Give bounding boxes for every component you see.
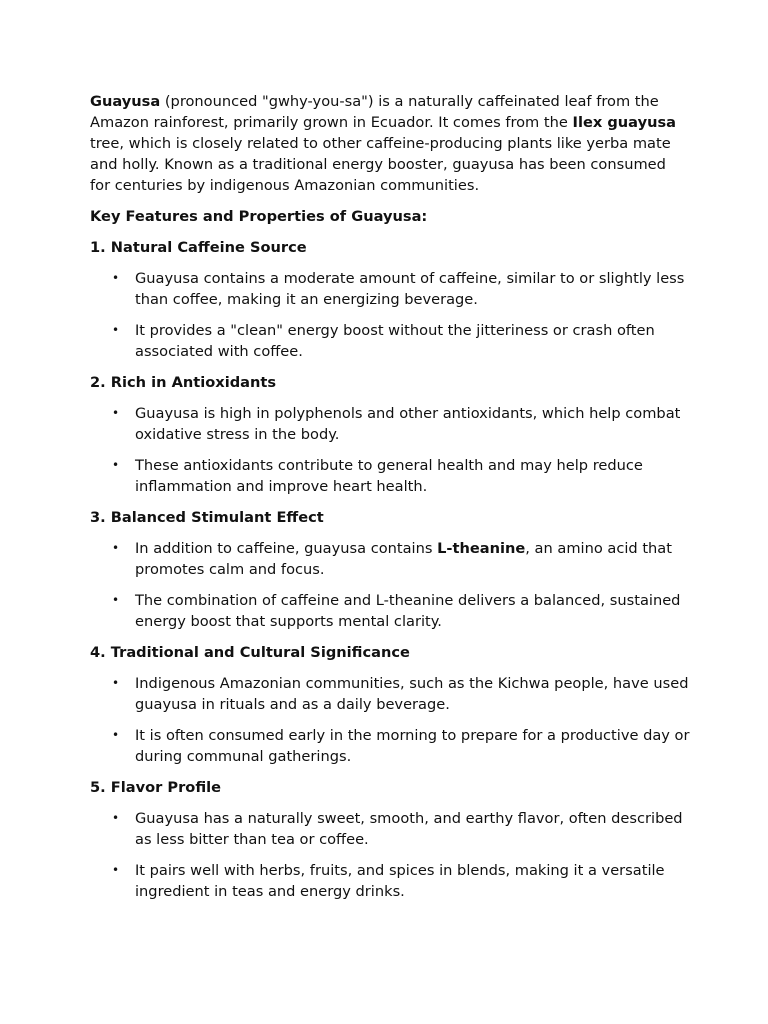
bullet-icon: •: [112, 676, 120, 690]
list-item-text: Guayusa contains a moderate amount of caffeine, similar to or slightly less than coffee, making it an energizing beverage.: [135, 270, 685, 308]
section-list-stimulant: [90, 538, 690, 632]
bullet-icon: •: [112, 811, 120, 825]
list-item: [90, 268, 690, 310]
list-item: [90, 808, 690, 850]
list-item: [90, 538, 690, 580]
section-list-flavor: [90, 808, 690, 902]
intro-term: Guayusa: [90, 93, 161, 110]
bullet-icon: •: [112, 541, 120, 555]
list-item-text: Indigenous Amazonian communities, such as the Kichwa people, have used guayusa in rituals and as a daily beverage.: [135, 675, 689, 713]
intro-text-2: tree, which is closely related to other caffeine-producing plants like yerba mate and holly. Known as a traditional energy booster, guayusa has been consumed for centuries by indigenous Amazonian communities.: [90, 135, 671, 194]
bullet-icon: •: [112, 323, 120, 337]
bullet-icon: •: [112, 458, 120, 472]
list-item: [90, 590, 690, 632]
list-item-text: It pairs well with herbs, fruits, and spices in blends, making it a versatile ingredient in teas and energy drinks.: [135, 862, 665, 900]
section-heading-caffeine: 1. Natural Caffeine Source: [90, 239, 307, 256]
list-item-text: It is often consumed early in the morning to prepare for a productive day or during communal gatherings.: [135, 727, 690, 765]
intro-text-1: (pronounced "gwhy-you-sa") is a naturally caffeinated leaf from the Amazon rainforest, primarily grown in Ecuador. It comes from the: [90, 93, 659, 131]
list-item-text: These antioxidants contribute to general health and may help reduce inflammation and improve heart health.: [135, 457, 643, 495]
section-heading-stimulant: 3. Balanced Stimulant Effect: [90, 509, 324, 526]
section-heading-antioxidants: 2. Rich in Antioxidants: [90, 374, 277, 391]
intro-species: Ilex guayusa: [572, 114, 677, 131]
bullet-icon: •: [112, 406, 120, 420]
intro-paragraph: [90, 91, 690, 196]
bullet-icon: •: [112, 863, 120, 877]
list-item: [90, 403, 690, 445]
list-item: [90, 725, 690, 767]
list-item-text: Guayusa is high in polyphenols and other antioxidants, which help combat oxidative stress in the body.: [135, 405, 681, 443]
list-item: [90, 673, 690, 715]
bullet-icon: •: [112, 271, 120, 285]
features-heading: Key Features and Properties of Guayusa:: [90, 208, 428, 225]
section-heading-flavor: 5. Flavor Profile: [90, 779, 222, 796]
list-item: [90, 320, 690, 362]
section-list-caffeine: [90, 268, 690, 362]
section-heading-cultural: 4. Traditional and Cultural Significance: [90, 644, 410, 661]
list-item-text: It provides a "clean" energy boost without the jitteriness or crash often associated with coffee.: [135, 322, 655, 360]
list-item-text-post: , an amino acid that promotes calm and focus.: [135, 540, 672, 578]
list-item: [90, 455, 690, 497]
list-item-text-pre: In addition to caffeine, guayusa contains: [135, 540, 438, 557]
bullet-icon: •: [112, 593, 120, 607]
section-list-cultural: [90, 673, 690, 767]
bullet-icon: •: [112, 728, 120, 742]
list-item-text: The combination of caffeine and L-theanine delivers a balanced, sustained energy boost that supports mental clarity.: [135, 592, 681, 630]
list-item-text: Guayusa has a naturally sweet, smooth, and earthy flavor, often described as less bitter than tea or coffee.: [135, 810, 683, 848]
list-item: [90, 860, 690, 902]
document-body: [90, 91, 690, 912]
list-item-text-bold: L-theanine: [437, 540, 526, 557]
section-list-antioxidants: [90, 403, 690, 497]
